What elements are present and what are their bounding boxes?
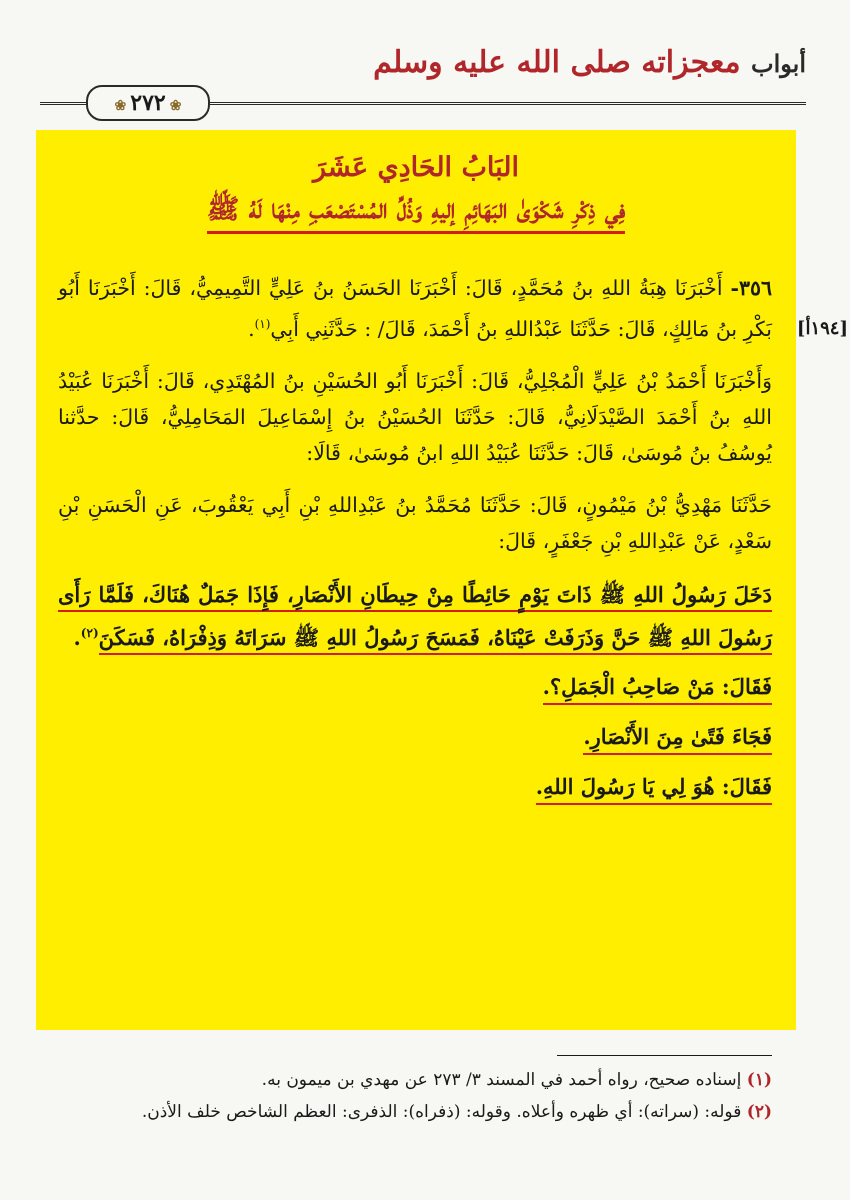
- footnote-ref-2: (٢): [80, 625, 99, 640]
- matn-line-3-text: فَقَالَ: هُوَ لِي يَا رَسُولَ اللهِ.: [536, 774, 772, 805]
- footnote-ref-1: (١): [254, 317, 271, 331]
- chapter-subtitle-text: فِي ذِكْرِ شَكْوَىٰ البَهَائِمِ إليهِ وَذُلِّ المُسْتَصْعَبِ مِنْهَا لَهُ ﷺ: [207, 194, 626, 234]
- matn-paragraph: [58, 575, 772, 657]
- footnote-2-number: (٢): [746, 1102, 772, 1122]
- ornament-icon: ❀: [169, 98, 182, 114]
- footnotes: [40, 1064, 772, 1128]
- matn-line-2: [58, 717, 772, 757]
- hadith-number: ٣٥٦-: [730, 276, 772, 300]
- isnad-text-1: أَخْبَرَنَا هِبَةُ اللهِ بنُ مُحَمَّدٍ، قَالَ: أَخْبَرَنَا الحَسَنُ بنُ عَلِيٍّ التَّمِيمِيُّ، قَالَ: أَخْبَرَنَا أَبُو بَكْرِ بنُ مَالِكٍ، قَالَ: حَدَّثَنَا عَبْدُاللهِ بنُ أَحْمَدَ، قَالَ/ : حَدَّثَنِي أَبِي: [58, 276, 772, 341]
- main-content: [36, 130, 796, 1030]
- footnote-rule: [557, 1055, 772, 1056]
- footnote-1-text: إسناده صحيح، رواه أحمد في المسند ٣/ ٢٧٣ عن مهدي بن ميمون به.: [261, 1070, 742, 1090]
- footnote-1-number: (١): [746, 1070, 772, 1090]
- matn-line-3: [58, 767, 772, 807]
- footnote-2: [40, 1096, 772, 1128]
- footnote-2-text: قوله: (سراته): أي ظهره وأعلاه. وقوله: (ذفراه): الذفرى: العظم الشاخص خلف الأذن.: [141, 1102, 742, 1122]
- matn-text: دَخَلَ رَسُولُ اللهِ ﷺ ذَاتَ يَوْمٍ حَائِطًا مِنْ حِيطَانِ الأَنْصَارِ، فَإِذَا جَمَلٌ هُنَاكَ، فَلَمَّا رَأَى رَسُولَ اللهِ ﷺ حَنَّ وَذَرَفَتْ عَيْنَاهُ، فَمَسَحَ رَسُولُ اللهِ ﷺ سَرَاتَهُ وَذِفْرَاهُ، فَسَكَنَ: [58, 582, 772, 655]
- page-number-text: ٢٧٢: [130, 90, 166, 116]
- chapter-title: البَابُ الحَادِي عَشَرَ: [313, 152, 519, 183]
- hadith-body: [58, 270, 772, 807]
- isnad-paragraph-3: [58, 487, 772, 559]
- footnote-1: [40, 1064, 772, 1096]
- page-number: [86, 85, 210, 121]
- isnad-text-2: وَأَخْبَرَنَا أَحْمَدُ بْنُ عَلِيٍّ الْمُجْلِيُّ، قَالَ: أَخْبَرَنَا أَبُو الحُسَيْنِ بنُ المُهْتَدِي، قَالَ: أَخْبَرَنَا عُبَيْدُ اللهِ بنُ أَحْمَدَ الصَّيْدَلَانِيُّ، قَالَ: حَدَّثَنَا الحُسَيْنُ بنُ إِسْمَاعِيلَ المَحَامِلِيُّ، قَالَ: حدَّثنا يُوسُفُ بنُ مُوسَىٰ، قَالَ: حَدَّثَنَا عُبَيْدُ اللهِ ابنُ مُوسَىٰ، قَالَا:: [58, 368, 772, 465]
- isnad-paragraph-2: [58, 363, 772, 471]
- matn-line-1: [58, 667, 772, 707]
- isnad-paragraph-1: ٣٥٦- أَخْبَرَنَا هِبَةُ اللهِ بنُ مُحَمَّدٍ، قَالَ: أَخْبَرَنَا الحَسَنُ بنُ عَلِيٍّ التَّمِيمِيُّ، قَالَ: أَخْبَرَنَا أَبُو بَكْرِ بنُ مَالِكٍ، قَالَ: حَدَّثَنَا عَبْدُاللهِ بنُ أَحْمَدَ، قَالَ/ : حَدَّثَنِي أَبِي$^{(١)}$.: [58, 276, 772, 341]
- book-title-lead: أبواب: [750, 49, 806, 78]
- isnad-text-3: حَدَّثَنَا مَهْدِيُّ بْنُ مَيْمُونٍ، قَالَ: حَدَّثَنَا مُحَمَّدُ بنُ عَبْدِاللهِ بْنِ أَبِي يَعْقُوبَ، عَنِ الْحَسَنِ بْنِ سَعْدٍ، عَنْ عَبْدِاللهِ بْنِ جَعْفَرٍ، قَالَ:: [58, 492, 772, 553]
- matn-end: .: [73, 624, 81, 650]
- matn-line-2-text: فَجَاءَ فَتًىٰ مِنَ الأَنْصَارِ.: [583, 724, 772, 755]
- book-title: [373, 45, 806, 80]
- chapter-subtitle: [36, 188, 796, 232]
- book-title-main: معجزاته صلى الله عليه وسلم: [373, 45, 741, 80]
- running-header: [40, 40, 810, 114]
- matn-line-1-text: فَقَالَ: مَنْ صَاحِبُ الْجَمَلِ؟.: [543, 674, 772, 705]
- ornament-icon: ❀: [114, 98, 127, 114]
- margin-reference: [١٩٤أ]: [796, 318, 848, 339]
